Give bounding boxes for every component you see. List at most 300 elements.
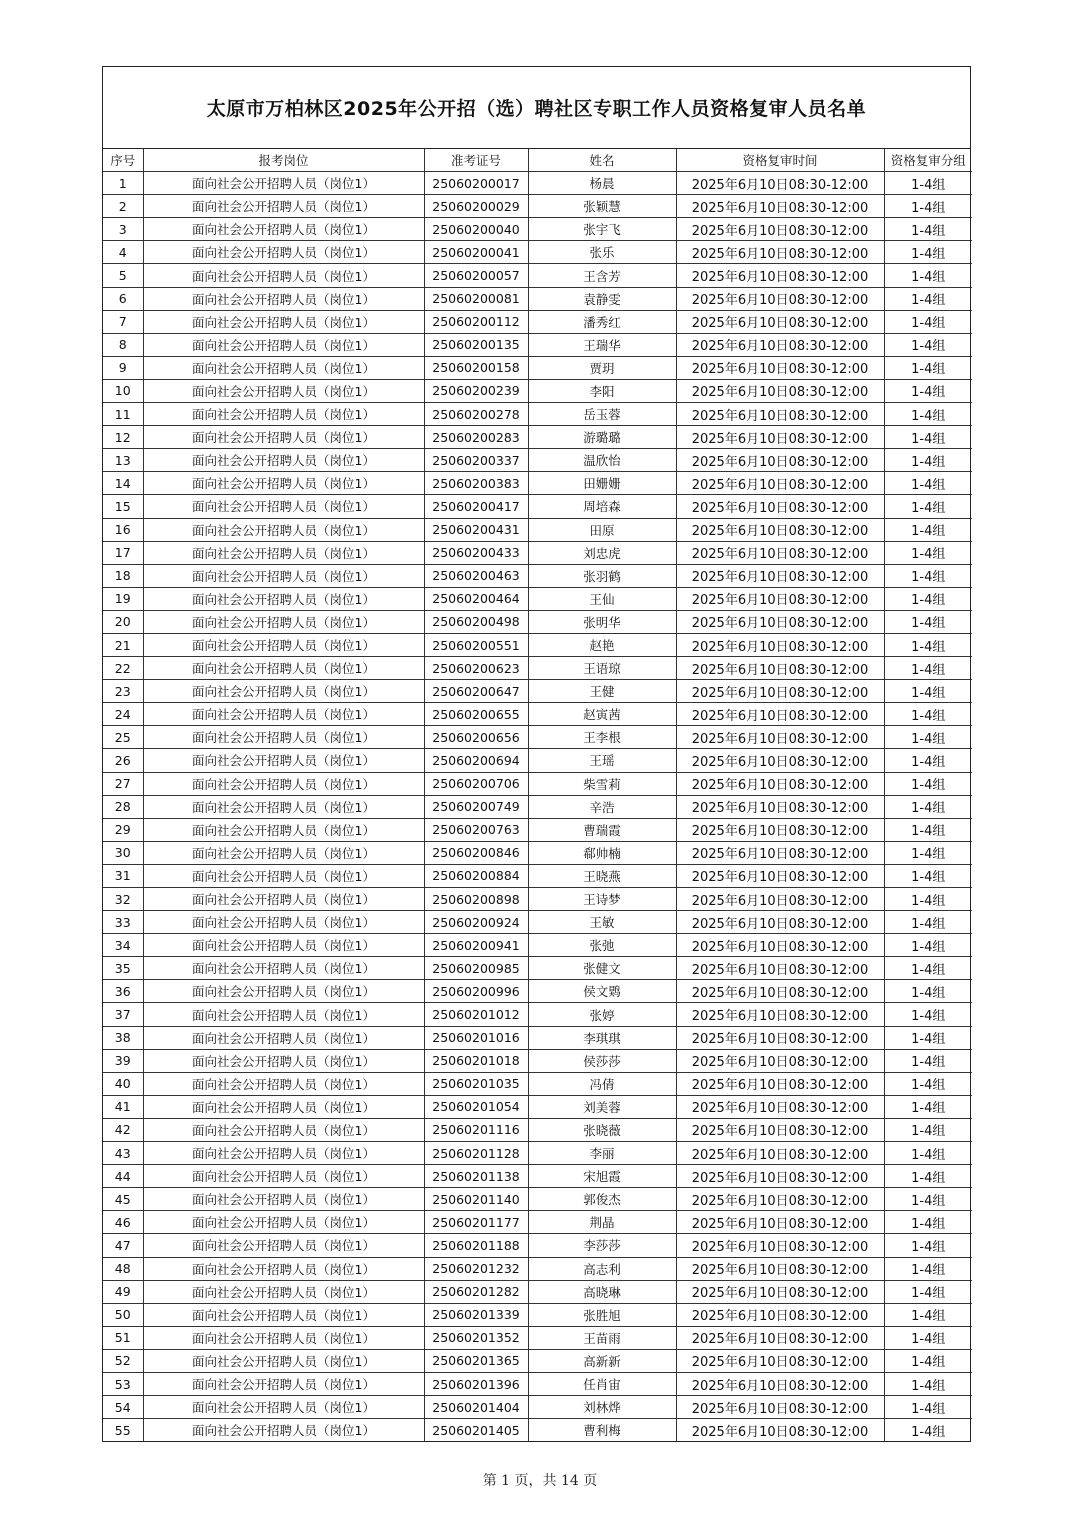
candidate-table — [103, 149, 972, 1441]
cell-review-time: 2025年6月10日08:30-12:00 — [676, 1049, 884, 1072]
table-row — [103, 541, 972, 564]
cell-review-time: 2025年6月10日08:30-12:00 — [676, 1372, 884, 1395]
cell-review-time: 2025年6月10日08:30-12:00 — [676, 495, 884, 518]
table-header-row — [103, 149, 972, 172]
cell-name: 刘美蓉 — [528, 1095, 676, 1118]
table-row — [103, 795, 972, 818]
cell-name: 袁静雯 — [528, 287, 676, 310]
table-row — [103, 495, 972, 518]
cell-seq: 33 — [103, 911, 143, 934]
cell-review-group: 1-4组 — [884, 1257, 972, 1280]
cell-review-time: 2025年6月10日08:30-12:00 — [676, 195, 884, 218]
cell-review-group: 1-4组 — [884, 1118, 972, 1141]
table-row — [103, 1303, 972, 1326]
cell-name: 郗帅楠 — [528, 841, 676, 864]
table-row — [103, 1003, 972, 1026]
cell-exam-id: 25060200898 — [424, 888, 528, 911]
table-row — [103, 726, 972, 749]
cell-seq: 42 — [103, 1118, 143, 1141]
cell-seq: 43 — [103, 1142, 143, 1165]
table-row — [103, 1165, 972, 1188]
cell-name: 张晓薇 — [528, 1118, 676, 1141]
table-row — [103, 426, 972, 449]
cell-name: 周培森 — [528, 495, 676, 518]
cell-exam-id: 25060201405 — [424, 1419, 528, 1442]
cell-seq: 35 — [103, 957, 143, 980]
cell-position: 面向社会公开招聘人员（岗位1） — [143, 680, 424, 703]
cell-name: 王瑶 — [528, 749, 676, 772]
cell-exam-id: 25060201365 — [424, 1349, 528, 1372]
cell-seq: 52 — [103, 1349, 143, 1372]
cell-seq: 41 — [103, 1095, 143, 1118]
cell-position: 面向社会公开招聘人员（岗位1） — [143, 518, 424, 541]
cell-name: 李丽 — [528, 1142, 676, 1165]
cell-name: 张明华 — [528, 610, 676, 633]
cell-review-group: 1-4组 — [884, 726, 972, 749]
cell-review-group: 1-4组 — [884, 1142, 972, 1165]
cell-review-group: 1-4组 — [884, 703, 972, 726]
cell-name: 张胜旭 — [528, 1303, 676, 1326]
cell-review-group: 1-4组 — [884, 1049, 972, 1072]
table-row — [103, 472, 972, 495]
table-row — [103, 403, 972, 426]
cell-review-group: 1-4组 — [884, 1326, 972, 1349]
cell-review-group: 1-4组 — [884, 1234, 972, 1257]
cell-exam-id: 25060200996 — [424, 980, 528, 1003]
cell-seq: 30 — [103, 841, 143, 864]
cell-review-time: 2025年6月10日08:30-12:00 — [676, 1165, 884, 1188]
cell-review-time: 2025年6月10日08:30-12:00 — [676, 772, 884, 795]
cell-position: 面向社会公开招聘人员（岗位1） — [143, 841, 424, 864]
cell-name: 游璐璐 — [528, 426, 676, 449]
cell-review-time: 2025年6月10日08:30-12:00 — [676, 1303, 884, 1326]
cell-position: 面向社会公开招聘人员（岗位1） — [143, 1234, 424, 1257]
cell-position: 面向社会公开招聘人员（岗位1） — [143, 980, 424, 1003]
cell-exam-id: 25060201352 — [424, 1326, 528, 1349]
table-row — [103, 1118, 972, 1141]
cell-review-group: 1-4组 — [884, 980, 972, 1003]
cell-exam-id: 25060200706 — [424, 772, 528, 795]
cell-exam-id: 25060201054 — [424, 1095, 528, 1118]
cell-review-time: 2025年6月10日08:30-12:00 — [676, 818, 884, 841]
cell-position: 面向社会公开招聘人员（岗位1） — [143, 957, 424, 980]
cell-review-group: 1-4组 — [884, 1349, 972, 1372]
cell-position: 面向社会公开招聘人员（岗位1） — [143, 911, 424, 934]
cell-position: 面向社会公开招聘人员（岗位1） — [143, 564, 424, 587]
cell-seq: 7 — [103, 310, 143, 333]
cell-seq: 51 — [103, 1326, 143, 1349]
table-row — [103, 287, 972, 310]
cell-name: 潘秀红 — [528, 310, 676, 333]
cell-review-time: 2025年6月10日08:30-12:00 — [676, 1396, 884, 1419]
cell-name: 辛浩 — [528, 795, 676, 818]
cell-review-group: 1-4组 — [884, 841, 972, 864]
cell-exam-id: 25060201016 — [424, 1026, 528, 1049]
document-sheet — [102, 66, 971, 1442]
cell-position: 面向社会公开招聘人员（岗位1） — [143, 749, 424, 772]
cell-name: 王瑞华 — [528, 333, 676, 356]
cell-position: 面向社会公开招聘人员（岗位1） — [143, 172, 424, 195]
cell-position: 面向社会公开招聘人员（岗位1） — [143, 1188, 424, 1211]
cell-position: 面向社会公开招聘人员（岗位1） — [143, 888, 424, 911]
cell-review-time: 2025年6月10日08:30-12:00 — [676, 587, 884, 610]
cell-review-time: 2025年6月10日08:30-12:00 — [676, 957, 884, 980]
cell-review-group: 1-4组 — [884, 680, 972, 703]
cell-name: 曹利梅 — [528, 1419, 676, 1442]
cell-seq: 34 — [103, 934, 143, 957]
cell-review-group: 1-4组 — [884, 379, 972, 402]
cell-name: 刘林烨 — [528, 1396, 676, 1419]
cell-position: 面向社会公开招聘人员（岗位1） — [143, 934, 424, 957]
cell-exam-id: 25060201018 — [424, 1049, 528, 1072]
cell-name: 王健 — [528, 680, 676, 703]
cell-exam-id: 25060200749 — [424, 795, 528, 818]
cell-review-group: 1-4组 — [884, 1003, 972, 1026]
cell-seq: 26 — [103, 749, 143, 772]
table-row — [103, 1326, 972, 1349]
cell-seq: 19 — [103, 587, 143, 610]
cell-position: 面向社会公开招聘人员（岗位1） — [143, 772, 424, 795]
table-row — [103, 333, 972, 356]
cell-seq: 20 — [103, 610, 143, 633]
cell-review-time: 2025年6月10日08:30-12:00 — [676, 1188, 884, 1211]
cell-review-group: 1-4组 — [884, 403, 972, 426]
cell-seq: 24 — [103, 703, 143, 726]
cell-name: 高新新 — [528, 1349, 676, 1372]
cell-name: 贾玥 — [528, 356, 676, 379]
cell-seq: 18 — [103, 564, 143, 587]
cell-review-group: 1-4组 — [884, 333, 972, 356]
cell-exam-id: 25060201116 — [424, 1118, 528, 1141]
cell-seq: 36 — [103, 980, 143, 1003]
cell-position: 面向社会公开招聘人员（岗位1） — [143, 1257, 424, 1280]
cell-review-time: 2025年6月10日08:30-12:00 — [676, 403, 884, 426]
cell-seq: 12 — [103, 426, 143, 449]
cell-exam-id: 25060200239 — [424, 379, 528, 402]
cell-review-group: 1-4组 — [884, 518, 972, 541]
cell-exam-id: 25060200655 — [424, 703, 528, 726]
cell-name: 李琪琪 — [528, 1026, 676, 1049]
cell-position: 面向社会公开招聘人员（岗位1） — [143, 1026, 424, 1049]
cell-review-time: 2025年6月10日08:30-12:00 — [676, 518, 884, 541]
cell-seq: 49 — [103, 1280, 143, 1303]
cell-name: 王语琼 — [528, 657, 676, 680]
cell-position: 面向社会公开招聘人员（岗位1） — [143, 795, 424, 818]
cell-name: 王李根 — [528, 726, 676, 749]
cell-position: 面向社会公开招聘人员（岗位1） — [143, 1372, 424, 1395]
cell-review-group: 1-4组 — [884, 911, 972, 934]
cell-exam-id: 25060200041 — [424, 241, 528, 264]
cell-review-group: 1-4组 — [884, 633, 972, 656]
header-exam-id: 准考证号 — [424, 149, 528, 172]
table-row — [103, 610, 972, 633]
page-footer: 第 1 页，共 14 页 — [482, 1473, 598, 1489]
cell-seq: 28 — [103, 795, 143, 818]
cell-review-group: 1-4组 — [884, 472, 972, 495]
cell-position: 面向社会公开招聘人员（岗位1） — [143, 264, 424, 287]
cell-position: 面向社会公开招聘人员（岗位1） — [143, 356, 424, 379]
table-row — [103, 587, 972, 610]
cell-exam-id: 25060200985 — [424, 957, 528, 980]
cell-review-time: 2025年6月10日08:30-12:00 — [676, 749, 884, 772]
cell-exam-id: 25060201177 — [424, 1211, 528, 1234]
cell-exam-id: 25060201012 — [424, 1003, 528, 1026]
cell-position: 面向社会公开招聘人员（岗位1） — [143, 218, 424, 241]
table-row — [103, 1188, 972, 1211]
cell-review-group: 1-4组 — [884, 172, 972, 195]
cell-name: 张乐 — [528, 241, 676, 264]
cell-name: 张宇飞 — [528, 218, 676, 241]
cell-position: 面向社会公开招聘人员（岗位1） — [143, 610, 424, 633]
cell-review-time: 2025年6月10日08:30-12:00 — [676, 726, 884, 749]
cell-review-group: 1-4组 — [884, 864, 972, 887]
table-row — [103, 934, 972, 957]
cell-review-time: 2025年6月10日08:30-12:00 — [676, 703, 884, 726]
table-row — [103, 1049, 972, 1072]
cell-review-time: 2025年6月10日08:30-12:00 — [676, 980, 884, 1003]
table-row — [103, 864, 972, 887]
table-row — [103, 218, 972, 241]
table-row — [103, 680, 972, 703]
cell-exam-id: 25060200551 — [424, 633, 528, 656]
cell-review-time: 2025年6月10日08:30-12:00 — [676, 1211, 884, 1234]
cell-name: 侯莎莎 — [528, 1049, 676, 1072]
cell-review-group: 1-4组 — [884, 495, 972, 518]
table-row — [103, 911, 972, 934]
table-row — [103, 1372, 972, 1395]
cell-name: 刘忠虎 — [528, 541, 676, 564]
cell-review-group: 1-4组 — [884, 772, 972, 795]
cell-exam-id: 25060200694 — [424, 749, 528, 772]
cell-exam-id: 25060200431 — [424, 518, 528, 541]
cell-exam-id: 25060201282 — [424, 1280, 528, 1303]
cell-review-time: 2025年6月10日08:30-12:00 — [676, 264, 884, 287]
cell-position: 面向社会公开招聘人员（岗位1） — [143, 657, 424, 680]
table-row — [103, 310, 972, 333]
cell-review-time: 2025年6月10日08:30-12:00 — [676, 1072, 884, 1095]
cell-seq: 31 — [103, 864, 143, 887]
cell-exam-id: 25060200283 — [424, 426, 528, 449]
table-row — [103, 957, 972, 980]
cell-review-group: 1-4组 — [884, 1165, 972, 1188]
header-seq: 序号 — [103, 149, 143, 172]
cell-position: 面向社会公开招聘人员（岗位1） — [143, 1326, 424, 1349]
cell-exam-id: 25060200417 — [424, 495, 528, 518]
cell-review-time: 2025年6月10日08:30-12:00 — [676, 449, 884, 472]
cell-seq: 39 — [103, 1049, 143, 1072]
table-row — [103, 772, 972, 795]
cell-review-time: 2025年6月10日08:30-12:00 — [676, 426, 884, 449]
cell-exam-id: 25060200941 — [424, 934, 528, 957]
cell-review-group: 1-4组 — [884, 1188, 972, 1211]
cell-review-group: 1-4组 — [884, 1303, 972, 1326]
cell-seq: 45 — [103, 1188, 143, 1211]
cell-exam-id: 25060201339 — [424, 1303, 528, 1326]
cell-name: 王晓燕 — [528, 864, 676, 887]
cell-name: 张婷 — [528, 1003, 676, 1026]
cell-name: 王仙 — [528, 587, 676, 610]
cell-review-group: 1-4组 — [884, 1280, 972, 1303]
cell-position: 面向社会公开招聘人员（岗位1） — [143, 287, 424, 310]
cell-review-time: 2025年6月10日08:30-12:00 — [676, 934, 884, 957]
cell-exam-id: 25060200135 — [424, 333, 528, 356]
cell-seq: 10 — [103, 379, 143, 402]
cell-review-group: 1-4组 — [884, 218, 972, 241]
cell-name: 田原 — [528, 518, 676, 541]
cell-position: 面向社会公开招聘人员（岗位1） — [143, 1419, 424, 1442]
table-row — [103, 241, 972, 264]
cell-seq: 40 — [103, 1072, 143, 1095]
cell-review-time: 2025年6月10日08:30-12:00 — [676, 888, 884, 911]
cell-review-time: 2025年6月10日08:30-12:00 — [676, 911, 884, 934]
table-row — [103, 1349, 972, 1372]
cell-seq: 11 — [103, 403, 143, 426]
cell-position: 面向社会公开招聘人员（岗位1） — [143, 703, 424, 726]
table-row — [103, 1026, 972, 1049]
cell-seq: 22 — [103, 657, 143, 680]
cell-review-time: 2025年6月10日08:30-12:00 — [676, 218, 884, 241]
cell-review-time: 2025年6月10日08:30-12:00 — [676, 564, 884, 587]
cell-review-group: 1-4组 — [884, 587, 972, 610]
cell-review-group: 1-4组 — [884, 264, 972, 287]
cell-review-group: 1-4组 — [884, 657, 972, 680]
cell-position: 面向社会公开招聘人员（岗位1） — [143, 1003, 424, 1026]
cell-review-group: 1-4组 — [884, 818, 972, 841]
cell-review-group: 1-4组 — [884, 795, 972, 818]
cell-exam-id: 25060200383 — [424, 472, 528, 495]
table-row — [103, 1257, 972, 1280]
cell-position: 面向社会公开招聘人员（岗位1） — [143, 633, 424, 656]
cell-review-time: 2025年6月10日08:30-12:00 — [676, 864, 884, 887]
cell-review-group: 1-4组 — [884, 1095, 972, 1118]
cell-name: 宋旭霞 — [528, 1165, 676, 1188]
cell-review-time: 2025年6月10日08:30-12:00 — [676, 1095, 884, 1118]
cell-name: 王苗雨 — [528, 1326, 676, 1349]
cell-review-group: 1-4组 — [884, 1072, 972, 1095]
cell-review-group: 1-4组 — [884, 749, 972, 772]
table-row — [103, 1234, 972, 1257]
cell-review-time: 2025年6月10日08:30-12:00 — [676, 1118, 884, 1141]
cell-seq: 46 — [103, 1211, 143, 1234]
cell-seq: 27 — [103, 772, 143, 795]
header-review-group: 资格复审分组 — [884, 149, 972, 172]
cell-seq: 23 — [103, 680, 143, 703]
cell-name: 王含芳 — [528, 264, 676, 287]
cell-name: 任肖宙 — [528, 1372, 676, 1395]
cell-name: 郭俊杰 — [528, 1188, 676, 1211]
cell-review-time: 2025年6月10日08:30-12:00 — [676, 287, 884, 310]
cell-seq: 44 — [103, 1165, 143, 1188]
cell-review-group: 1-4组 — [884, 1372, 972, 1395]
cell-exam-id: 25060200924 — [424, 911, 528, 934]
cell-position: 面向社会公开招聘人员（岗位1） — [143, 449, 424, 472]
cell-review-group: 1-4组 — [884, 310, 972, 333]
table-row — [103, 379, 972, 402]
cell-name: 杨晨 — [528, 172, 676, 195]
cell-review-time: 2025年6月10日08:30-12:00 — [676, 1142, 884, 1165]
cell-seq: 16 — [103, 518, 143, 541]
header-review-time: 资格复审时间 — [676, 149, 884, 172]
cell-seq: 25 — [103, 726, 143, 749]
cell-name: 侯文䴗 — [528, 980, 676, 1003]
cell-name: 张颖慧 — [528, 195, 676, 218]
cell-seq: 55 — [103, 1419, 143, 1442]
cell-review-time: 2025年6月10日08:30-12:00 — [676, 541, 884, 564]
cell-name: 赵艳 — [528, 633, 676, 656]
cell-exam-id: 25060200158 — [424, 356, 528, 379]
cell-name: 赵寅茜 — [528, 703, 676, 726]
cell-position: 面向社会公开招聘人员（岗位1） — [143, 1095, 424, 1118]
table-row — [103, 1142, 972, 1165]
cell-exam-id: 25060200057 — [424, 264, 528, 287]
cell-position: 面向社会公开招聘人员（岗位1） — [143, 1049, 424, 1072]
cell-review-time: 2025年6月10日08:30-12:00 — [676, 1280, 884, 1303]
cell-exam-id: 25060201035 — [424, 1072, 528, 1095]
cell-seq: 48 — [103, 1257, 143, 1280]
table-row — [103, 518, 972, 541]
cell-seq: 53 — [103, 1372, 143, 1395]
cell-exam-id: 25060200884 — [424, 864, 528, 887]
cell-seq: 29 — [103, 818, 143, 841]
cell-name: 荆晶 — [528, 1211, 676, 1234]
cell-position: 面向社会公开招聘人员（岗位1） — [143, 495, 424, 518]
cell-review-time: 2025年6月10日08:30-12:00 — [676, 1419, 884, 1442]
cell-position: 面向社会公开招聘人员（岗位1） — [143, 1211, 424, 1234]
cell-review-time: 2025年6月10日08:30-12:00 — [676, 795, 884, 818]
cell-exam-id: 25060200463 — [424, 564, 528, 587]
cell-review-time: 2025年6月10日08:30-12:00 — [676, 1349, 884, 1372]
cell-seq: 21 — [103, 633, 143, 656]
cell-name: 张弛 — [528, 934, 676, 957]
cell-review-time: 2025年6月10日08:30-12:00 — [676, 356, 884, 379]
cell-name: 高志利 — [528, 1257, 676, 1280]
cell-review-group: 1-4组 — [884, 541, 972, 564]
table-row — [103, 1396, 972, 1419]
cell-exam-id: 25060200029 — [424, 195, 528, 218]
cell-exam-id: 25060200846 — [424, 841, 528, 864]
cell-review-group: 1-4组 — [884, 1026, 972, 1049]
cell-position: 面向社会公开招聘人员（岗位1） — [143, 379, 424, 402]
cell-review-group: 1-4组 — [884, 426, 972, 449]
cell-exam-id: 25060200337 — [424, 449, 528, 472]
table-row — [103, 818, 972, 841]
cell-exam-id: 25060200647 — [424, 680, 528, 703]
cell-exam-id: 25060200656 — [424, 726, 528, 749]
cell-seq: 17 — [103, 541, 143, 564]
table-row — [103, 841, 972, 864]
cell-seq: 54 — [103, 1396, 143, 1419]
cell-review-time: 2025年6月10日08:30-12:00 — [676, 1026, 884, 1049]
cell-review-group: 1-4组 — [884, 564, 972, 587]
cell-seq: 50 — [103, 1303, 143, 1326]
table-row — [103, 657, 972, 680]
cell-seq: 8 — [103, 333, 143, 356]
cell-review-time: 2025年6月10日08:30-12:00 — [676, 657, 884, 680]
cell-seq: 13 — [103, 449, 143, 472]
header-name: 姓名 — [528, 149, 676, 172]
cell-review-time: 2025年6月10日08:30-12:00 — [676, 1003, 884, 1026]
cell-name: 张羽鹤 — [528, 564, 676, 587]
cell-exam-id: 25060200112 — [424, 310, 528, 333]
table-row — [103, 449, 972, 472]
cell-name: 李莎莎 — [528, 1234, 676, 1257]
table-row — [103, 633, 972, 656]
cell-position: 面向社会公开招聘人员（岗位1） — [143, 1072, 424, 1095]
cell-name: 柴雪莉 — [528, 772, 676, 795]
cell-name: 高晓琳 — [528, 1280, 676, 1303]
cell-review-time: 2025年6月10日08:30-12:00 — [676, 680, 884, 703]
cell-position: 面向社会公开招聘人员（岗位1） — [143, 1396, 424, 1419]
